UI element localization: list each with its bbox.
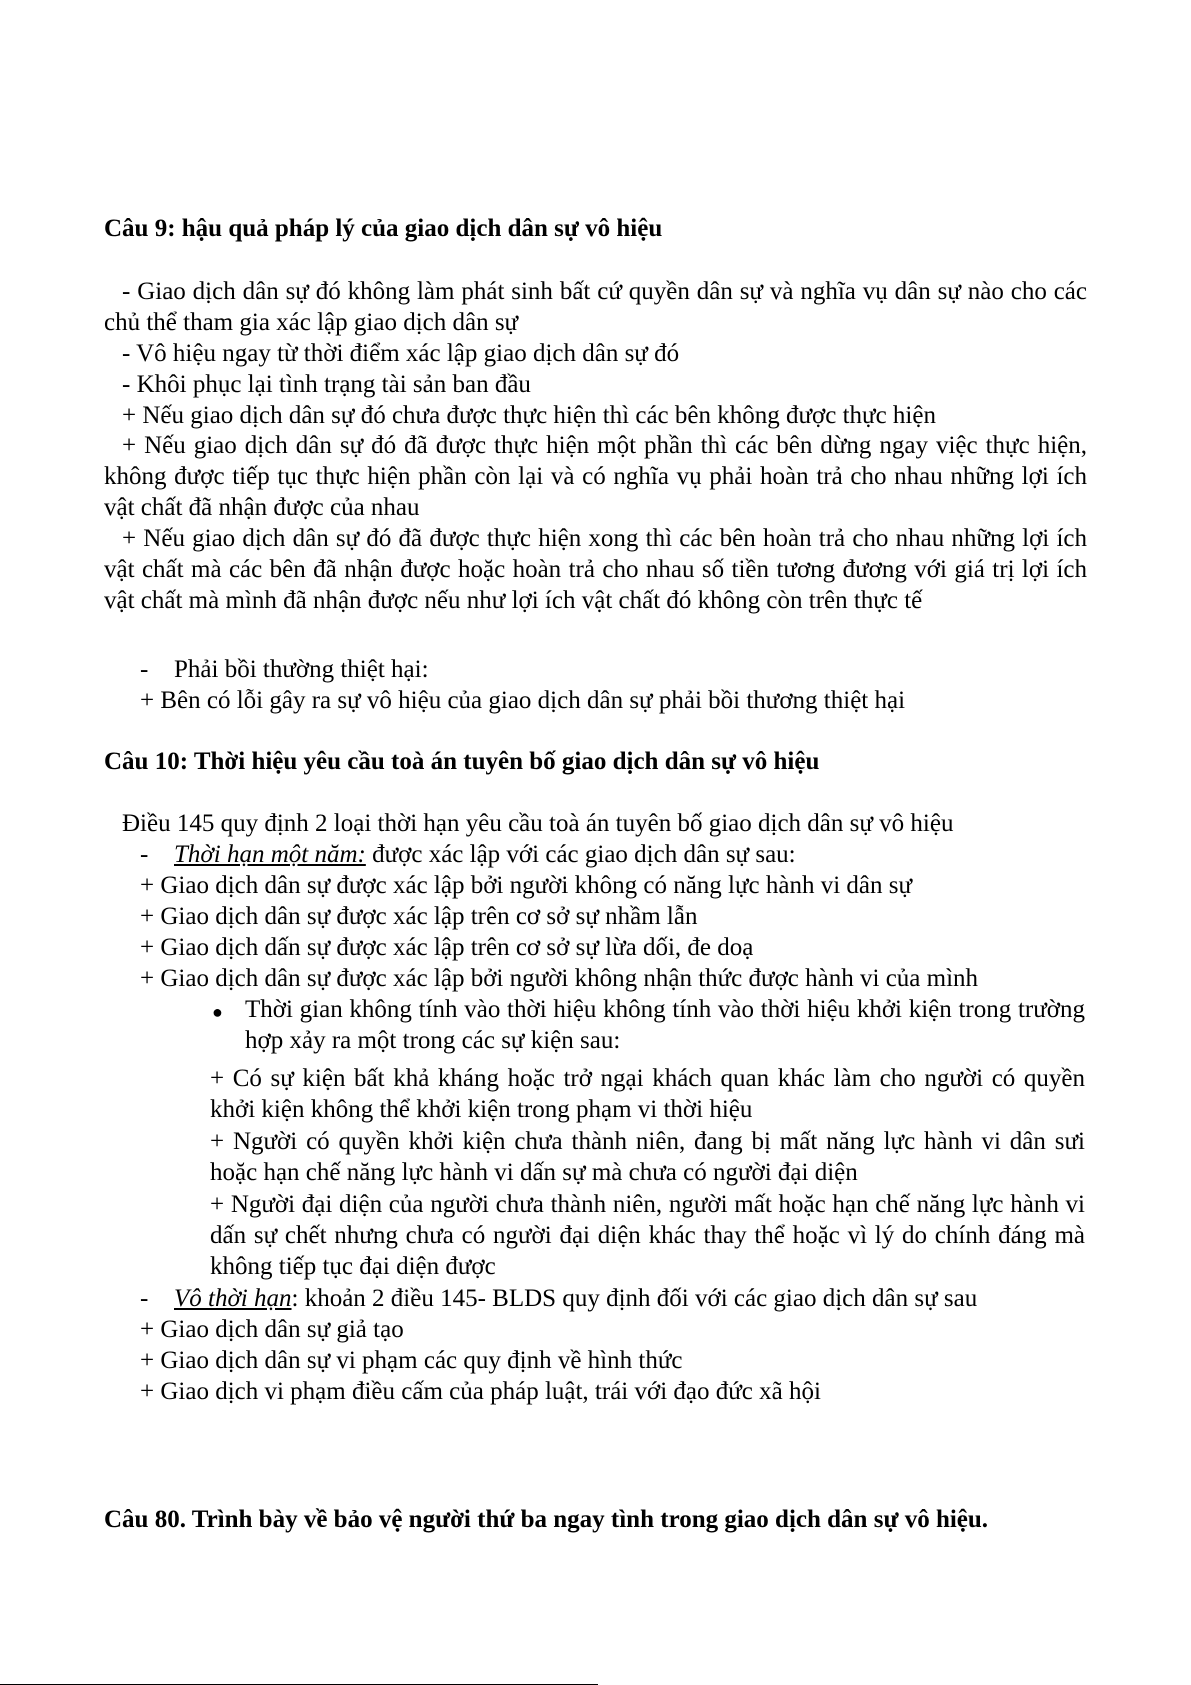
q10-one-year-item-2: + Giao dịch dân sự được xác lập trên cơ sở sự nhầm lẫn	[140, 903, 698, 930]
q9-paragraph-5: + Nếu giao dịch dân sự đó đã được thực hiện một phần thì các bên dừng ngay việc thực hiện, không được tiếp tục thực hiện phần còn lại và có nghĩa vụ phải hoàn trả cho nhau những lợi ích vật chất đã nhận được của nhau	[104, 432, 1087, 521]
q10-sub-item-3: + Người đại diện của người chưa thành niên, người mất hoặc hạn chế năng lực hành vi dấn sự chết nhưng chưa có người đại diện khác thay thể hoặc vì lý do chính đáng mà không tiếp tục đại diện được	[210, 1191, 1085, 1280]
q10-one-year-item-3: + Giao dịch dấn sự được xác lập trên cơ sở sự lừa dối, đe doạ	[140, 934, 754, 961]
q9-paragraph-4: + Nếu giao dịch dân sự đó chưa được thực hiện thì các bên không được thực hiện	[122, 402, 936, 429]
q9-paragraph-6: + Nếu giao dịch dân sự đó đã được thực hiện xong thì các bên hoàn trả cho nhau những lợi ích vật chất mà các bên đã nhận được hoặc hoàn trả cho nhau số tiền tương đương với giá trị lợi ích vật chất mà mình đã nhận được nếu như lợi ích vật chất đó không còn trên thực tế	[104, 525, 1087, 614]
q10-one-year-line: Thời hạn một năm: được xác lập với các giao dịch dân sự sau:	[174, 841, 796, 868]
q10-unlimited-item-3: + Giao dịch vi phạm điều cấm của pháp luật, trái với đạo đức xã hội	[140, 1378, 821, 1405]
q10-unlimited-item-1: + Giao dịch dân sự giả tạo	[140, 1316, 404, 1343]
q10-unlimited-line: Vô thời hạn: khoản 2 điều 145- BLDS quy định đối với các giao dịch dân sự sau	[174, 1285, 978, 1312]
q9-dash-marker: -	[140, 656, 149, 683]
q9-paragraph-3: - Khôi phục lại tình trạng tài sản ban đầu	[122, 371, 531, 398]
bullet-icon: ●	[212, 1002, 223, 1022]
q10-sub-item-1: + Có sự kiện bất khả kháng hoặc trở ngại khách quan khác làm cho người có quyền khởi kiện không thể khởi kiện trong phạm vi thời hiệu	[210, 1065, 1085, 1123]
q9-paragraph-2: - Vô hiệu ngay từ thời điểm xác lập giao dịch dân sự đó	[122, 340, 680, 367]
one-year-label: Thời hạn một năm:	[174, 841, 366, 868]
question-9-title: Câu 9: hậu quả pháp lý của giao dịch dân sự vô hiệu	[104, 215, 663, 242]
q10-sub-item-2: + Người có quyền khởi kiện chưa thành niên, đang bị mất năng lực hành vi dân sưi hoặc hạn chế năng lực hành vi dấn sự mà chưa có người đại diện	[210, 1128, 1085, 1186]
q9-paragraph-8: + Bên có lỗi gây ra sự vô hiệu của giao dịch dân sự phải bồi thương thiệt hại	[140, 687, 906, 714]
q10-dash-marker-1: -	[140, 841, 149, 868]
q9-paragraph-1: - Giao dịch dân sự đó không làm phát sinh bất cứ quyền dân sự và nghĩa vụ dân sự nào cho các chủ thể tham gia xác lập giao dịch dân sự	[104, 278, 1087, 336]
q10-one-year-item-4: + Giao dịch dân sự được xác lập bởi người không nhận thức được hành vi của mình	[140, 965, 979, 992]
question-10-title: Câu 10: Thời hiệu yêu cầu toà án tuyên bố giao dịch dân sự vô hiệu	[104, 748, 820, 775]
q10-dash-marker-2: -	[140, 1285, 149, 1312]
q10-intro: Điều 145 quy định 2 loại thời hạn yêu cầu toà án tuyên bố giao dịch dân sự vô hiệu	[122, 810, 954, 837]
question-80-title: Câu 80. Trình bày về bảo vệ người thứ ba ngay tình trong giao dịch dân sự vô hiệu.	[104, 1506, 989, 1533]
q9-paragraph-7: Phải bồi thường thiệt hại:	[174, 656, 429, 683]
unlimited-label: Vô thời hạn	[174, 1285, 292, 1312]
q10-one-year-item-1: + Giao dịch dân sự được xác lập bởi người không có năng lực hành vi dân sự	[140, 872, 913, 899]
q10-bullet-text: Thời gian không tính vào thời hiệu không tính vào thời hiệu khởi kiện trong trường hợp xảy ra một trong các sự kiện sau:	[245, 996, 1085, 1054]
q10-unlimited-item-2: + Giao dịch dân sự vi phạm các quy định về hình thức	[140, 1347, 683, 1374]
